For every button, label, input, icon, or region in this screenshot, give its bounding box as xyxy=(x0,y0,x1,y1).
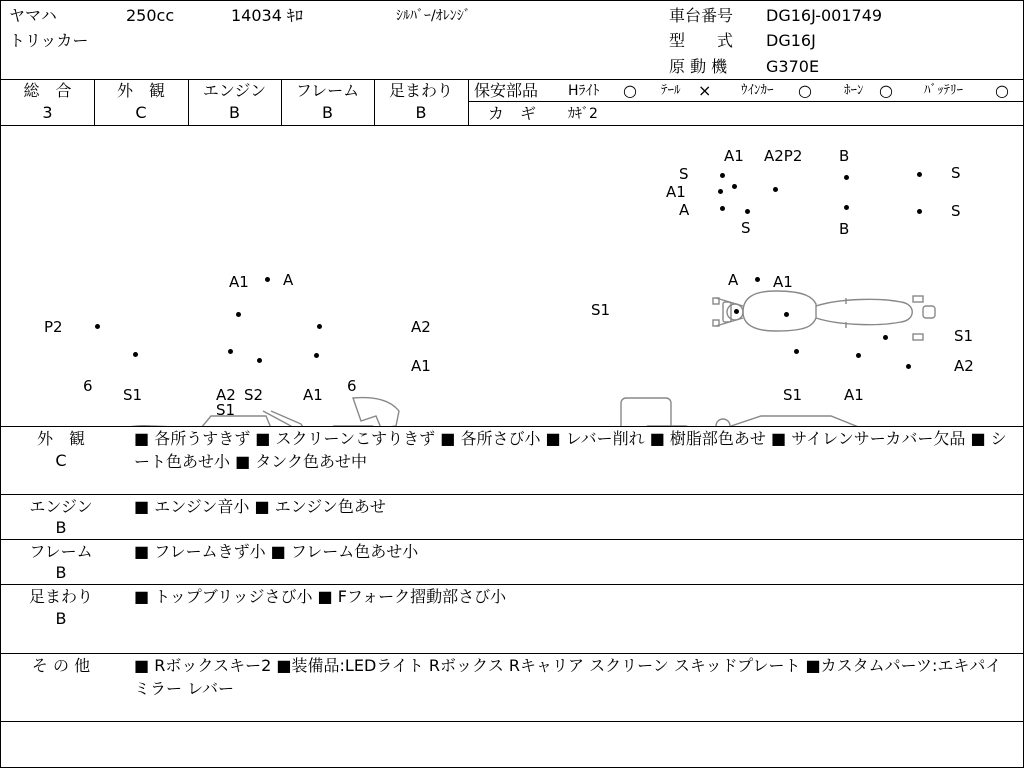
damage-marker xyxy=(228,349,233,354)
safety-parts-title: 保安部品 xyxy=(474,81,539,100)
engine-model: G370E xyxy=(766,57,820,76)
damage-label: S xyxy=(679,165,689,183)
damage-marker xyxy=(257,358,262,363)
damage-label: A1 xyxy=(303,386,323,404)
mileage: 14034 ｷﾛ xyxy=(231,6,303,25)
safety-item-label: Hﾗｲﾄ xyxy=(568,83,600,99)
damage-marker xyxy=(718,189,723,194)
section-label: フレーム xyxy=(29,542,93,561)
section-remarks: ■ 各所うすきず ■ スクリーンこすりきず ■ 各所さび小 ■ レバー削れ ■ 樹脂部色あせ ■ サイレンサーカバー欠品 ■ シート色あせ小 ■ タンク色あせ中 xyxy=(134,429,1007,471)
damage-marker xyxy=(732,184,737,189)
section-remarks: ■ エンジン音小 ■ エンジン色あせ xyxy=(134,497,386,516)
damage-label: S xyxy=(951,202,961,220)
damage-label: A2 xyxy=(954,357,974,375)
damage-marker xyxy=(133,352,138,357)
displacement: 250cc xyxy=(126,6,175,25)
exterior-grade: C xyxy=(135,103,147,122)
section-remarks: ■ Rボックスキー2 ■装備品:LEDライト Rボックス Rキャリア スクリーン スキッドプレート ■カスタムパーツ:エキパイ ミラー レバー xyxy=(134,656,1002,698)
damage-marker xyxy=(906,364,911,369)
section-label: そ の 他 xyxy=(31,656,91,675)
safety-item-status: ○ xyxy=(798,81,812,100)
divider xyxy=(468,79,469,125)
overall-grade-label: 総 合 xyxy=(23,81,72,100)
maker-name: ヤマハ xyxy=(9,6,57,25)
damage-label: A1 xyxy=(844,386,864,404)
frame-number-label: 車台番号 xyxy=(669,6,734,25)
overall-grade: 3 xyxy=(42,103,53,122)
section-remarks: ■ トップブリッジさび小 ■ Fフォーク摺動部さび小 xyxy=(134,587,507,606)
damage-label: S1 xyxy=(783,386,803,404)
model-name: トリッカー xyxy=(9,31,89,50)
damage-marker xyxy=(917,209,922,214)
damage-marker xyxy=(317,324,322,329)
safety-item-status: ○ xyxy=(995,81,1009,100)
section-grade: C xyxy=(55,451,67,470)
damage-marker xyxy=(265,277,270,282)
damage-label: 6 xyxy=(347,377,357,395)
key-label: カ ギ xyxy=(488,104,537,123)
section-label: 足まわり xyxy=(28,587,93,606)
damage-marker xyxy=(794,349,799,354)
engine-grade: B xyxy=(229,103,240,122)
damage-marker xyxy=(844,175,849,180)
damage-label: A1 xyxy=(724,147,744,165)
frame-number: DG16J-001749 xyxy=(766,6,883,25)
safety-item-label: ﾃｰﾙ xyxy=(661,83,681,98)
damage-marker xyxy=(95,324,100,329)
safety-item-label: ｳｲﾝｶｰ xyxy=(741,83,774,98)
engine-grade-label: エンジン xyxy=(202,81,267,100)
section-remarks: ■ フレームきず小 ■ フレーム色あせ小 xyxy=(134,542,419,561)
safety-item-status: ○ xyxy=(623,81,637,100)
suspension-grade-label: 足まわり xyxy=(388,81,453,100)
damage-label: A xyxy=(283,271,294,289)
safety-item-label: ﾊﾞｯﾃﾘｰ xyxy=(924,83,963,98)
suspension-grade: B xyxy=(415,103,427,122)
frame-grade-label: フレーム xyxy=(295,81,360,100)
damage-label: P2 xyxy=(44,318,63,336)
damage-label: A xyxy=(679,201,690,219)
damage-label: S xyxy=(951,164,961,182)
damage-label: 6 xyxy=(83,377,93,395)
damage-label: A1 xyxy=(666,183,686,201)
damage-label: A xyxy=(728,271,739,289)
damage-marker xyxy=(720,206,725,211)
damage-marker xyxy=(883,335,888,340)
damage-label: S1 xyxy=(591,301,611,319)
section-grade: B xyxy=(55,563,67,582)
damage-label: A1 xyxy=(411,357,431,375)
safety-item-status: × xyxy=(698,81,712,100)
divider xyxy=(1,721,1023,722)
engine-model-label: 原 動 機 xyxy=(669,57,728,76)
damage-label: A2P2 xyxy=(764,147,803,165)
damage-label: S xyxy=(741,219,751,237)
section-label: エンジン xyxy=(29,497,93,516)
divider xyxy=(1,79,1023,80)
body-color: ｼﾙﾊﾞｰ/ｵﾚﾝｼﾞ xyxy=(396,8,471,24)
damage-marker xyxy=(734,309,739,314)
damage-label: S2 xyxy=(244,386,264,404)
frame-grade: B xyxy=(322,103,333,122)
section-grade: B xyxy=(55,518,67,537)
exterior-grade-label: 外 観 xyxy=(116,81,165,100)
damage-marker xyxy=(720,173,725,178)
damage-label: S1 xyxy=(216,401,236,419)
damage-marker xyxy=(784,312,789,317)
key-value: ｶｷﾞ2 xyxy=(568,106,598,122)
damage-marker xyxy=(745,209,750,214)
damage-diagram xyxy=(1,126,1023,426)
damage-label: A1 xyxy=(773,273,793,291)
damage-label: A1 xyxy=(229,273,249,291)
damage-label: S1 xyxy=(954,327,974,345)
damage-marker xyxy=(856,353,861,358)
damage-marker xyxy=(314,353,319,358)
damage-label: B xyxy=(839,220,850,238)
section-grade: B xyxy=(55,609,67,628)
damage-marker xyxy=(236,312,241,317)
damage-label: A2 xyxy=(216,386,236,404)
model-type-label: 型 式 xyxy=(669,31,734,50)
damage-label: S1 xyxy=(123,386,143,404)
damage-marker xyxy=(917,172,922,177)
divider xyxy=(468,101,1023,102)
damage-label: B xyxy=(839,147,850,165)
section-label: 外 観 xyxy=(36,429,85,448)
safety-item-status: ○ xyxy=(879,81,893,100)
damage-label: A2 xyxy=(411,318,431,336)
safety-item-label: ﾎｰﾝ xyxy=(844,83,864,98)
model-type: DG16J xyxy=(766,31,816,50)
damage-marker xyxy=(844,205,849,210)
damage-marker xyxy=(755,277,760,282)
damage-marker xyxy=(773,187,778,192)
